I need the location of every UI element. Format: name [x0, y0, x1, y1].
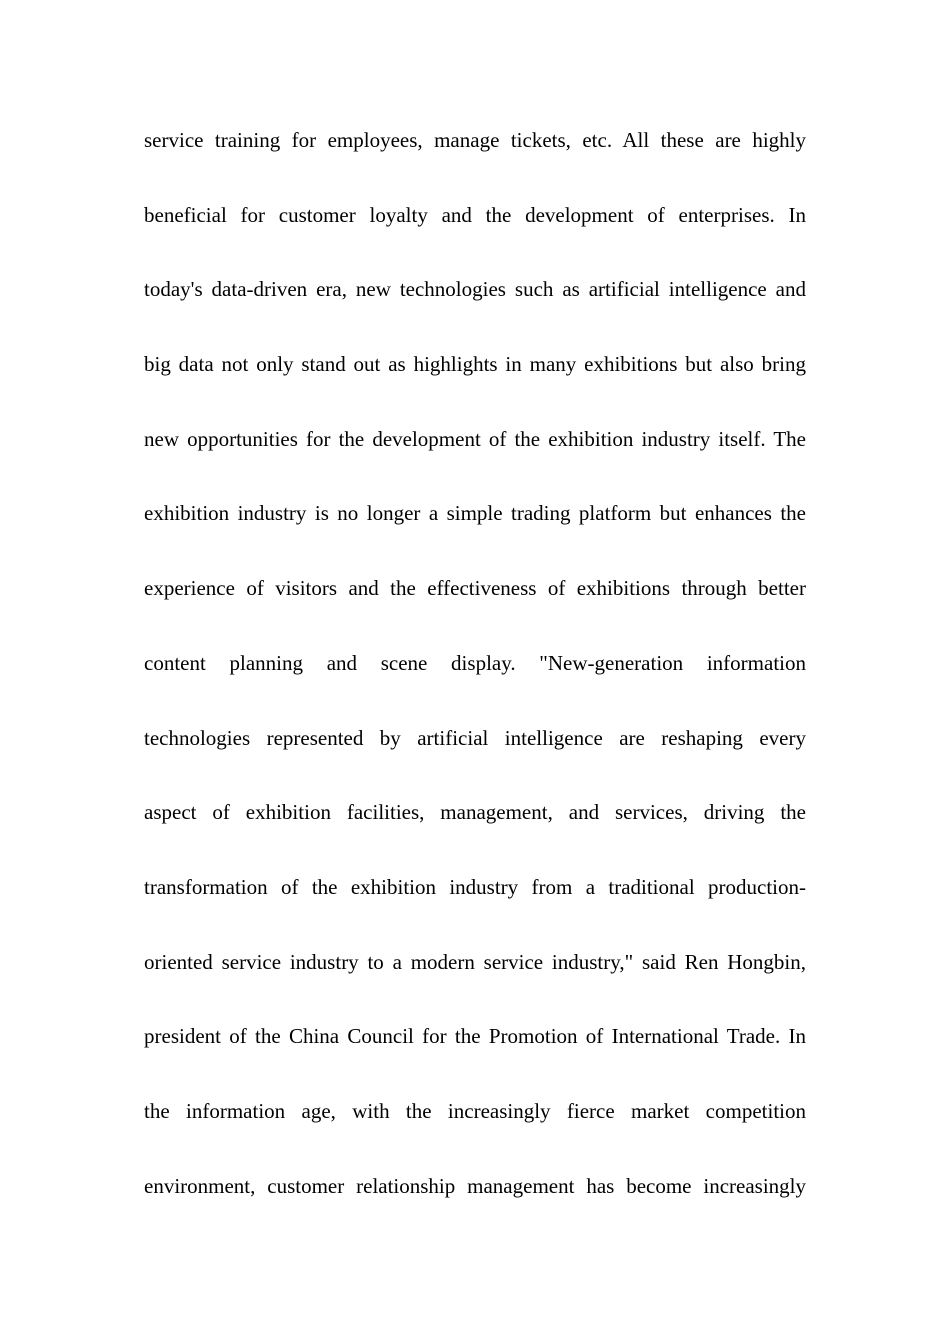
body-paragraph [144, 103, 806, 1223]
text-line: experience of visitors and the effectiveness of exhibitions through better [144, 576, 806, 601]
text-line: aspect of exhibition facilities, management, and services, driving the [144, 800, 806, 825]
text-line: big data not only stand out as highlights in many exhibitions but also bring [144, 352, 806, 377]
text-line: technologies represented by artificial intelligence are reshaping every [144, 725, 806, 750]
text-line: the information age, with the increasingly fierce market competition [144, 1098, 806, 1123]
text-line: today's data-driven era, new technologies such as artificial intelligence and [144, 277, 806, 302]
text-line: environment, customer relationship management has become increasingly [144, 1173, 806, 1198]
text-line: transformation of the exhibition industry from a traditional production- [144, 874, 806, 899]
text-line: content planning and scene display. "New-generation information [144, 650, 806, 675]
text-line: beneficial for customer loyalty and the development of enterprises. In [144, 202, 806, 227]
text-line: oriented service industry to a modern service industry," said Ren Hongbin, [144, 949, 806, 974]
text-line: service training for employees, manage tickets, etc. All these are highly [144, 128, 806, 152]
text-line: president of the China Council for the Promotion of International Trade. In [144, 1024, 806, 1049]
text-line: exhibition industry is no longer a simple trading platform but enhances the [144, 501, 806, 526]
text-line: new opportunities for the development of the exhibition industry itself. The [144, 426, 806, 451]
